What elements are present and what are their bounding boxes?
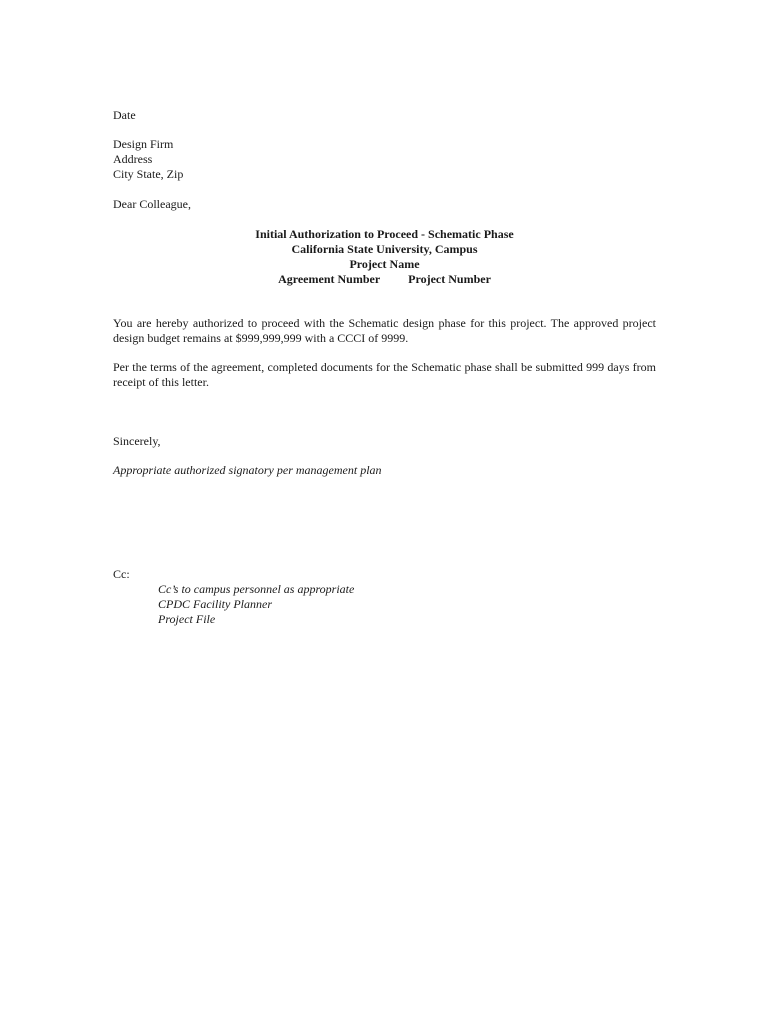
address-line: Address	[113, 152, 153, 166]
heading-line-2: California State University, Campus	[291, 242, 478, 256]
heading-line-3: Project Name	[349, 257, 420, 271]
design-firm: Design Firm	[113, 137, 174, 151]
city-state-zip: City State, Zip	[113, 167, 184, 181]
cc-recipients	[158, 582, 354, 627]
body-paragraph-2: Per the terms of the agreement, completed documents for the Schematic phase shall be submitted 999 days from receipt of this letter.	[113, 360, 656, 389]
heading-line-1: Initial Authorization to Proceed - Schematic Phase	[255, 227, 514, 241]
body-paragraph-1: You are hereby authorized to proceed with the Schematic design phase for this project. The approved project design budget remains at $999,999,999 with a CCCI of 9999.	[113, 316, 656, 345]
salutation: Dear Colleague,	[113, 197, 191, 211]
cc-recipient: Project File	[158, 612, 216, 626]
recipient-address	[113, 137, 183, 182]
cc-recipient: Cc’s to campus personnel as appropriate	[158, 582, 355, 596]
heading-numbers	[113, 272, 656, 287]
date-label: Date	[113, 108, 136, 122]
subject-heading	[113, 227, 656, 287]
agreement-number: Agreement Number	[278, 272, 381, 286]
project-number: Project Number	[408, 272, 491, 286]
closing: Sincerely,	[113, 434, 161, 448]
signatory: Appropriate authorized signatory per management plan	[113, 463, 382, 477]
cc-label: Cc:	[113, 567, 130, 581]
cc-recipient: CPDC Facility Planner	[158, 597, 272, 611]
